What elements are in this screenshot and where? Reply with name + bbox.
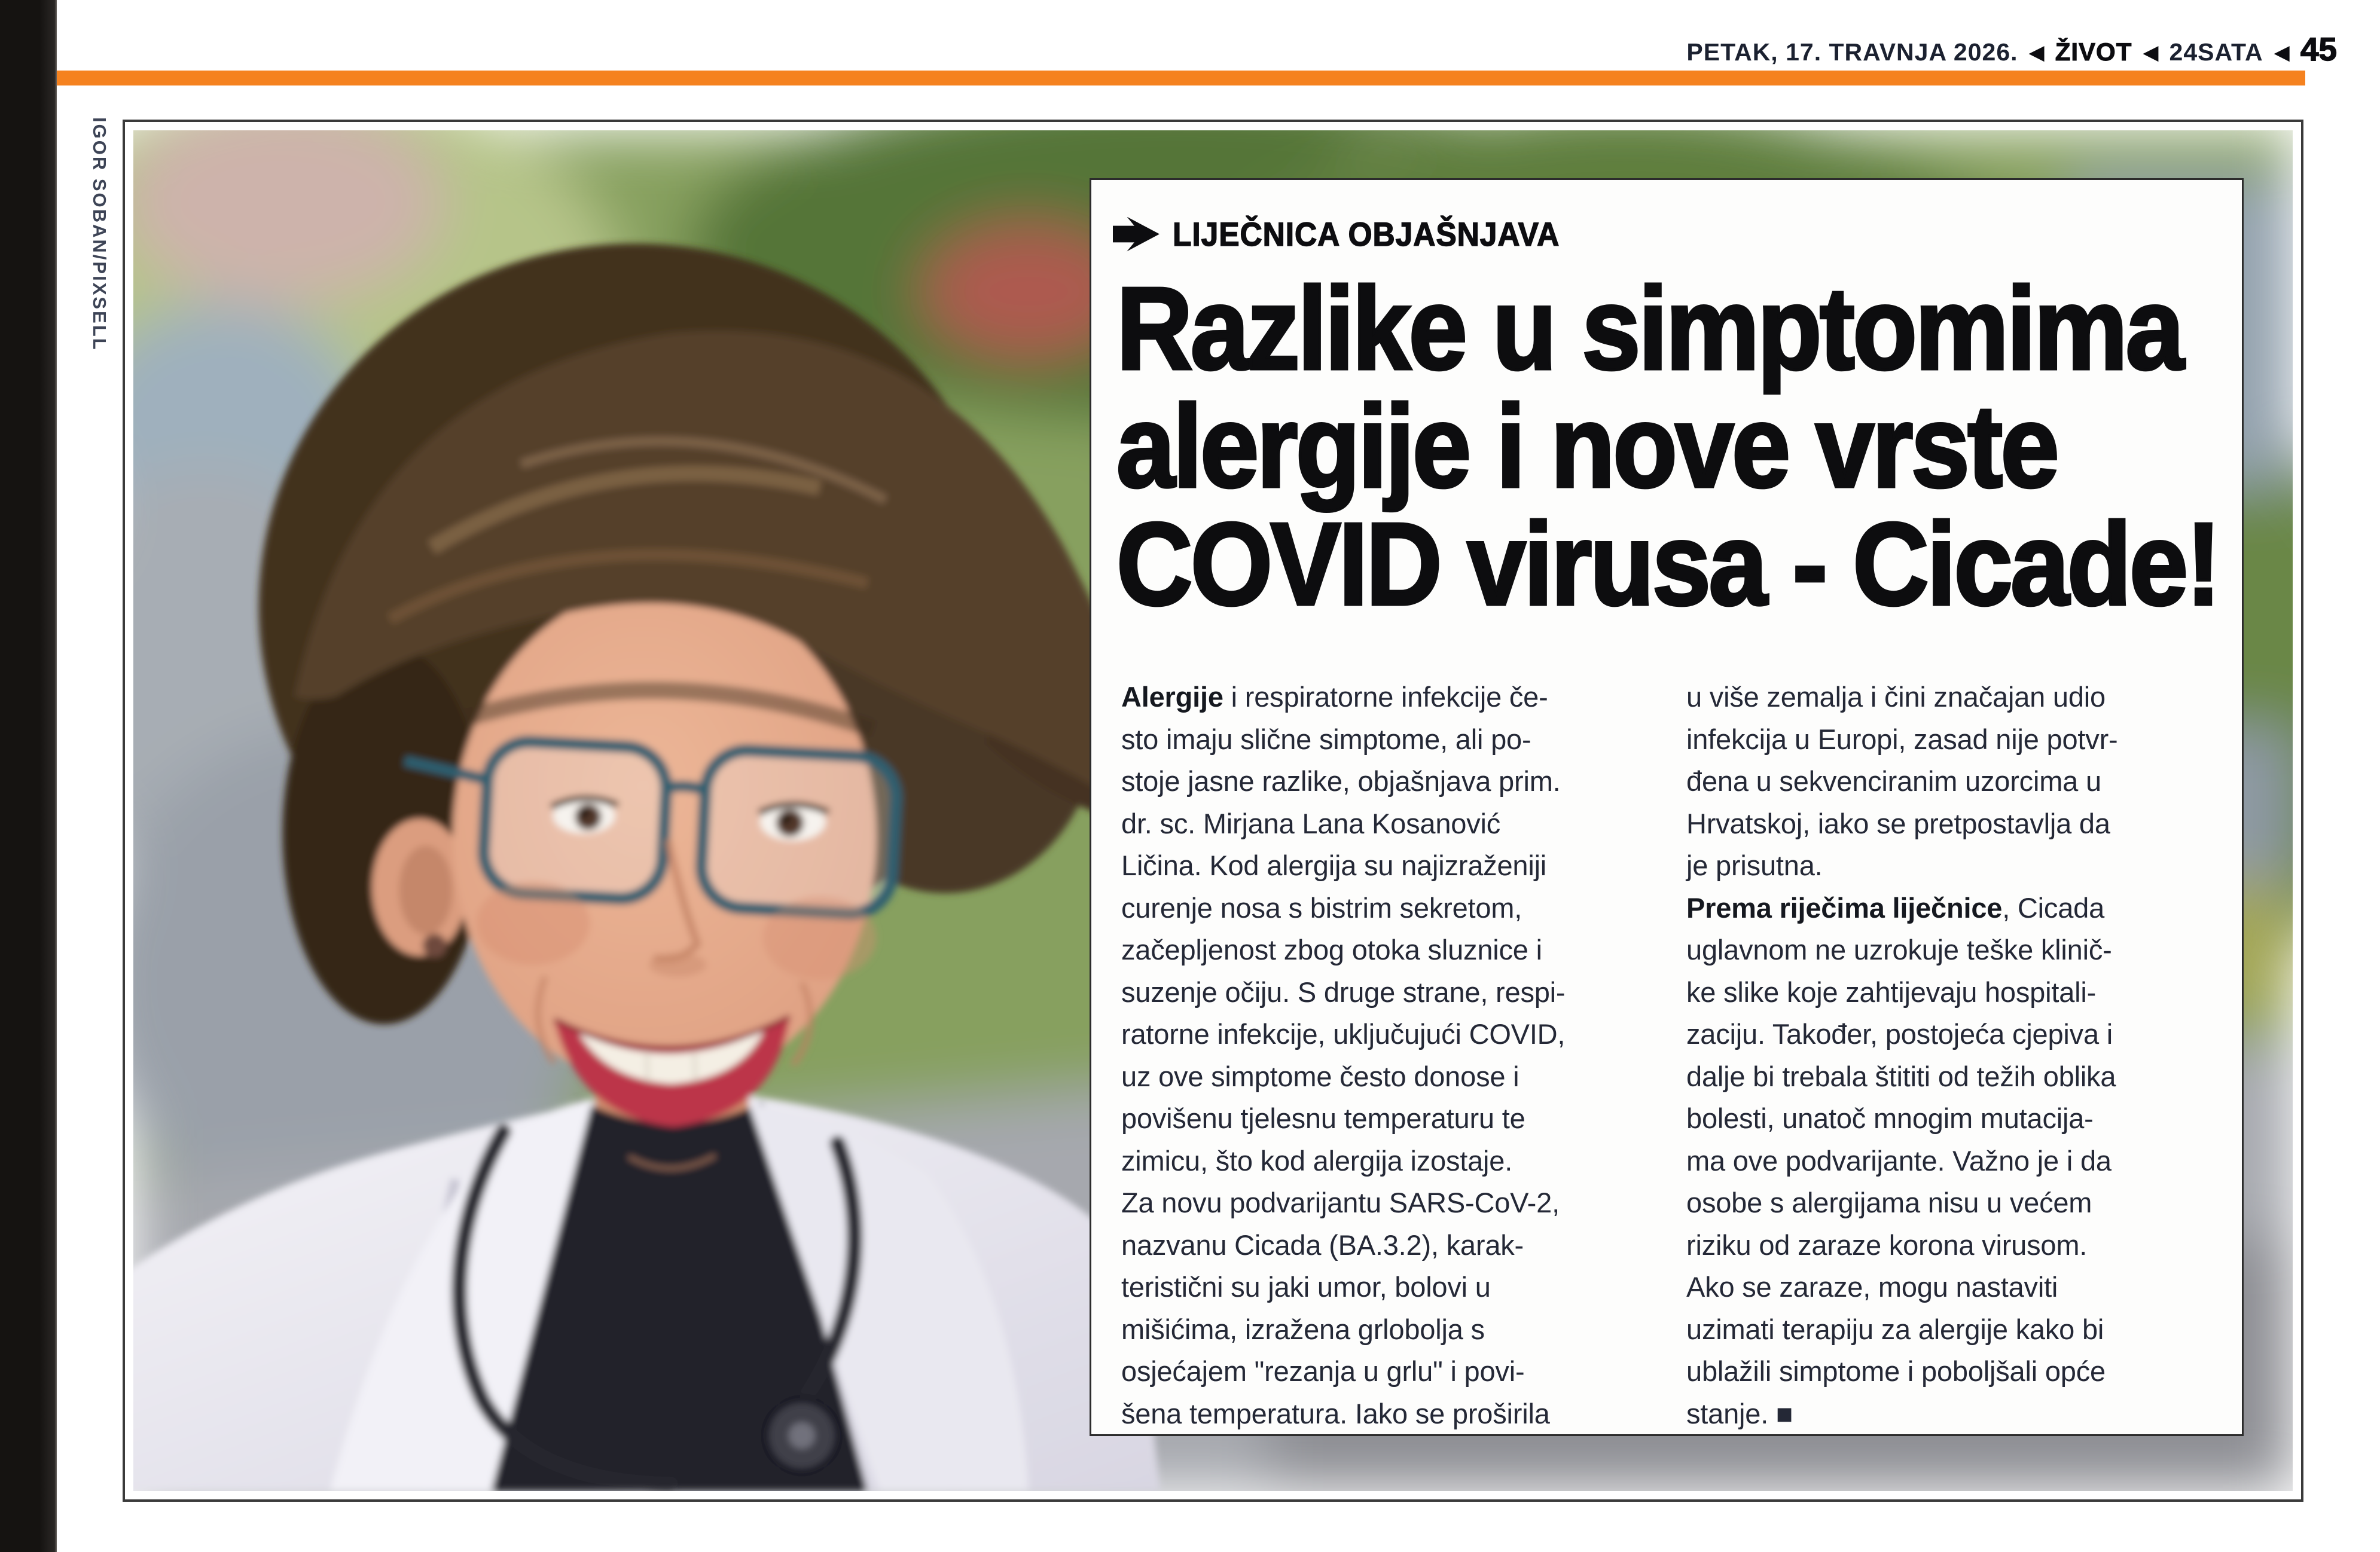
- left-arrow-icon: ◀: [2028, 41, 2045, 64]
- body-line: Prema riječima liječnice, Cicada: [1686, 891, 2105, 924]
- body-line: dr. sc. Mirjana Lana Kosanović: [1121, 807, 1501, 839]
- body-line: u više zemalja i čini značajan udio: [1686, 681, 2106, 713]
- body-line: zaciju. Također, postojeća cjepiva i: [1686, 1018, 2113, 1050]
- body-line: stoje jasne razlike, objašnjava prim.: [1121, 765, 1561, 797]
- body-line: ma ove podvarijante. Važno je i da: [1686, 1144, 2112, 1177]
- article-body: [1121, 676, 2228, 1435]
- photo-credit: IGOR SOBAN/PIXSELL: [89, 117, 110, 352]
- body-line: bolesti, unatoč mnogim mutacija-: [1686, 1102, 2094, 1134]
- body-column-2: [1686, 676, 2228, 1435]
- kicker-label: LIJEČNICA OBJAŠNJAVA: [1173, 215, 1560, 253]
- body-line: ublažili simptome i poboljšali opće: [1686, 1355, 2106, 1387]
- body-line: začepljenost zbog otoka sluznice i: [1121, 934, 1542, 966]
- orange-rule: [57, 71, 2305, 85]
- body-line: Hrvatskoj, iako se pretpostavlja da: [1686, 807, 2110, 839]
- body-line: uz ove simptome često donose i: [1121, 1060, 1519, 1092]
- left-arrow-icon: ◀: [2274, 41, 2290, 64]
- headline-line: Razlike u simptomima: [1116, 263, 2183, 394]
- body-line: povišenu tjelesnu temperaturu te: [1121, 1102, 1525, 1134]
- article-box: [1090, 178, 2244, 1436]
- headline-line: COVID virusa - Cicade!: [1116, 499, 2219, 630]
- header-section: ŽIVOT: [2055, 38, 2132, 66]
- body-line: stanje. ■: [1686, 1397, 1793, 1429]
- header-brand: 24SATA: [2169, 38, 2263, 66]
- scanner-edge: [0, 0, 57, 1552]
- kicker-arrow-icon: [1113, 217, 1160, 252]
- body-line: Alergije i respiratorne infekcije če-: [1121, 681, 1548, 713]
- body-column-1: [1121, 676, 1662, 1435]
- body-line: teristični su jaki umor, bolovi u: [1121, 1271, 1491, 1303]
- headline-line: alergije i nove vrste: [1116, 381, 2058, 512]
- page-header: [0, 30, 2337, 68]
- body-line: dalje bi trebala štititi od težih oblika: [1686, 1060, 2116, 1092]
- body-line: nazvanu Cicada (BA.3.2), karak-: [1121, 1229, 1524, 1261]
- body-line: mišićima, izražena grlobolja s: [1121, 1313, 1485, 1345]
- body-line: Za novu podvarijantu SARS-CoV-2,: [1121, 1187, 1560, 1218]
- body-line: sto imaju slične simptome, ali po-: [1121, 723, 1531, 755]
- body-line: šena temperatura. Iako se proširila: [1121, 1397, 1550, 1429]
- body-line: osjećajem "rezanja u grlu" i povi-: [1121, 1355, 1525, 1387]
- body-line: đena u sekvenciranim uzorcima u: [1686, 765, 2101, 797]
- body-line: Ako se zaraze, mogu nastaviti: [1686, 1271, 2058, 1303]
- headline: [1116, 263, 2342, 630]
- body-line: infekcija u Europi, zasad nije potvr-: [1686, 723, 2118, 755]
- body-line: uzimati terapiju za alergije kako bi: [1686, 1313, 2104, 1345]
- body-line: ke slike koje zahtijevaju hospitali-: [1686, 976, 2097, 1008]
- body-line: je prisutna.: [1686, 850, 1823, 881]
- body-line: uglavnom ne uzrokuje teške klinič-: [1686, 934, 2112, 966]
- earring: [423, 934, 447, 958]
- body-line: riziku od zaraze korona virusom.: [1686, 1229, 2088, 1261]
- body-line: Ličina. Kod alergija su najizraženiji: [1121, 850, 1547, 881]
- body-line: osobe s alergijama nisu u većem: [1686, 1187, 2092, 1218]
- kicker: [1113, 215, 1594, 253]
- body-line: ratorne infekcije, uključujući COVID,: [1121, 1018, 1566, 1050]
- header-date: PETAK, 17. TRAVNJA 2026.: [1686, 38, 2018, 66]
- page-number: 45: [2300, 30, 2337, 68]
- body-line: zimicu, što kod alergija izostaje.: [1121, 1144, 1513, 1177]
- left-arrow-icon: ◀: [2143, 41, 2159, 64]
- body-line: curenje nosa s bistrim sekretom,: [1121, 891, 1522, 924]
- body-line: suzenje očiju. S druge strane, respi-: [1121, 976, 1566, 1008]
